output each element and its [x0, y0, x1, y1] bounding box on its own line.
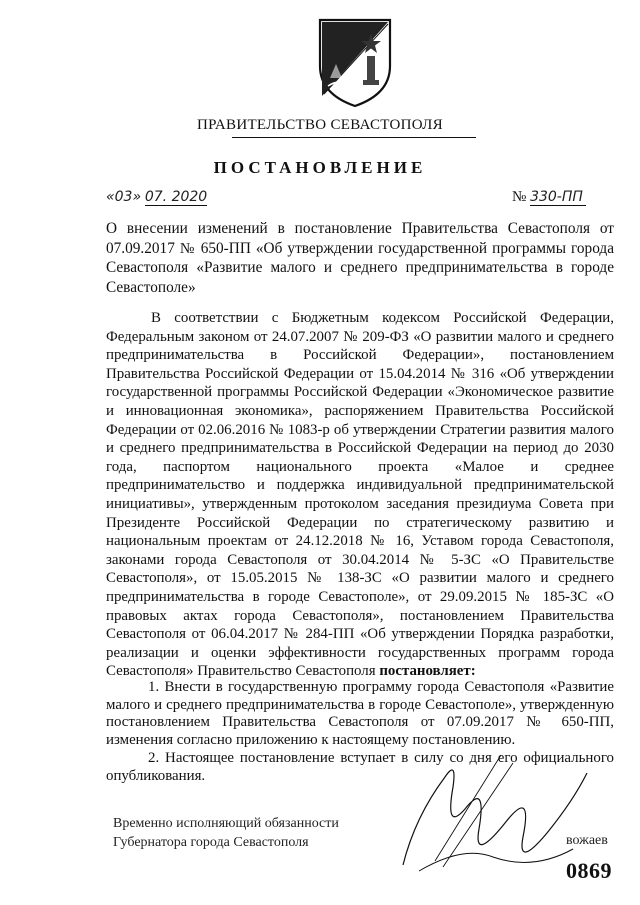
- registration-number: 0869: [566, 858, 612, 883]
- decree-item: 1. Внести в государственную программу города Севастополя «Развитие малого и среднего предпринимательства в городе Севастополе», утвержденную постановлением Правительства Севастополя от 07.09.2017 № 650-ПП, изменения согласно приложению к настоящему постановлению.: [106, 679, 614, 749]
- document-date: [106, 189, 207, 206]
- document-subject: О внесении изменений в постановление Правительства Севастополя от 07.09.2017 № 650-ПП «Об утверждении государственной программы города Севастополя «Развитие малого и среднего предпринимательства в городе Севастополе»: [106, 220, 614, 296]
- preamble-paragraph: [106, 309, 614, 681]
- date-close-quote: »: [132, 189, 142, 205]
- government-title: ПРАВИТЕЛЬСТВО СЕВАСТОПОЛЯ: [197, 117, 443, 133]
- date-month-year: 07. 2020: [144, 189, 208, 205]
- number-prefix: №: [512, 189, 527, 205]
- document-type: ПОСТАНОВЛЕНИЕ: [213, 158, 427, 177]
- decree-keyword: постановляет:: [379, 663, 476, 680]
- date-open-quote: «: [106, 189, 115, 205]
- number-value: 330-ПП: [530, 189, 586, 206]
- signer-position-line: Временно исполняющий обязанности: [113, 816, 339, 831]
- signer-position-line: Губернатора города Севастополя: [113, 834, 309, 850]
- title-underline: [232, 137, 476, 138]
- signer-name: вожаев: [566, 833, 608, 848]
- sevastopol-coat-of-arms-icon: [316, 16, 394, 108]
- document-number: [512, 189, 586, 206]
- decree-item: 2. Настоящее постановление вступает в силу со дня его официального опубликования.: [106, 749, 614, 784]
- signer-position: [113, 815, 339, 852]
- preamble-text: В соответствии с Бюджетным кодексом Российской Федерации, Федеральным законом от 24.07.2007 № 209-ФЗ «О развитии малого и среднего предпринимательства в Российской Федерации», постановлением Правительства Российской Федерации от 15.04.2014 № 316 «Об утверждении государственной программы Российской Федерации «Экономическое развитие и инновационная экономика», распоряжением Правительства Российской Федерации от 02.06.2016 № 1083-р об утверждении Стратегии развития малого и среднего предпринимательства в Российской Федерации на период до 2030 года, паспортом национального проекта «Малое и среднее предпринимательство и поддержка индивидуальной предпринимательской инициативы», утвержденным протоколом заседания президиума Совета при Президенте Российской Федерации по стратегическому развитию и национальным проектам от 24.12.2018 № 16, Уставом города Севастополя, законами города Севастополя от 30.04.2014 № 5-ЗС «О Правительстве Севастополя», от 15.05.2015 № 138-ЗС «О развитии малого и среднего предпринимательства в городе Севастополе», от 29.09.2015 № 185-ЗС «О правовых актах города Севастополя», постановлением Правительства Севастополя от 06.04.2017 № 284-ПП «Об утверждении Порядка разработки, реализации и оценки эффективности государственных программ города Севастополя» Правительство Севастополя: [106, 310, 614, 680]
- date-day: 03: [114, 189, 133, 205]
